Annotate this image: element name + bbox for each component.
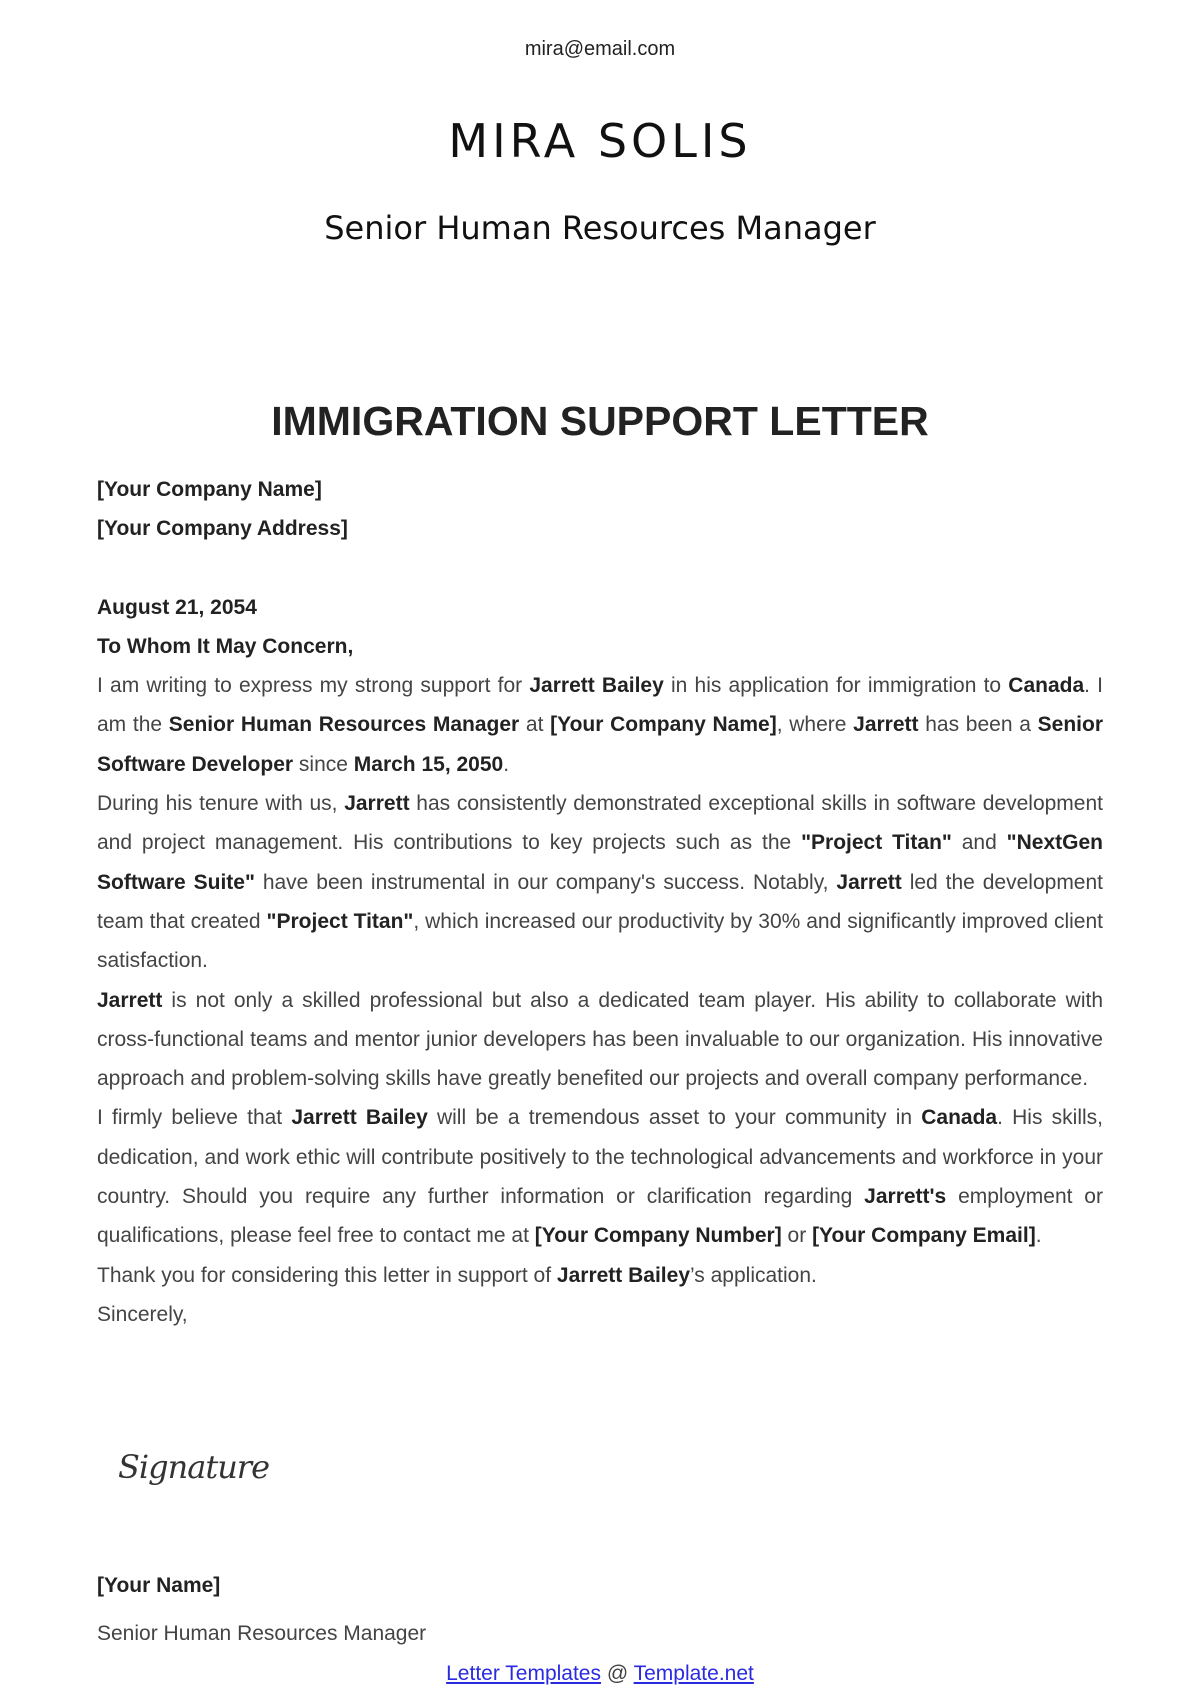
bold-text: Jarrett xyxy=(853,713,919,737)
salutation: To Whom It May Concern, xyxy=(97,634,354,658)
letter-title: IMMIGRATION SUPPORT LETTER xyxy=(271,398,929,444)
text: led the development team that created xyxy=(97,870,1104,933)
signer-role: Senior Human Resources Manager xyxy=(97,1622,427,1645)
text: employment or qualifications, please feel free to contact me at xyxy=(97,1185,1103,1248)
text: will be a tremendous asset to your community in xyxy=(427,1106,922,1130)
text: and xyxy=(951,831,1007,855)
text: . His skills, dedication, and work ethic will contribute positively to the technological advancements and workforce in your country. Should you require any further information or clarification regarding xyxy=(97,1106,1103,1209)
bold-text: "Project Titan" xyxy=(801,831,952,855)
header-name: MIRA SOLIS xyxy=(448,114,752,168)
bold-text: Jarrett xyxy=(344,792,410,816)
text: Thank you for considering this letter in support of xyxy=(97,1263,557,1287)
text: ’s application. xyxy=(690,1263,817,1287)
header-email: mira@email.com xyxy=(524,38,676,60)
bold-text: [Your Company Name] xyxy=(550,713,777,737)
text: has been a xyxy=(918,713,1038,737)
text: in his application for immigration to xyxy=(663,674,1009,698)
company-name: [Your Company Name] xyxy=(97,478,322,501)
bold-text: Jarrett xyxy=(836,870,902,894)
bold-text: Jarrett xyxy=(97,988,163,1012)
text: have been instrumental in our company's success. Notably, xyxy=(254,870,837,894)
text: . I am the xyxy=(97,674,1103,737)
bold-text: "NextGen Software Suite" xyxy=(97,831,1103,894)
signer-name: [Your Name] xyxy=(97,1574,221,1597)
text: or xyxy=(781,1224,813,1248)
text: , where xyxy=(776,713,854,737)
bold-text: Jarrett Bailey xyxy=(291,1106,428,1130)
text: since xyxy=(293,752,354,776)
text: is not only a skilled professional but also a dedicated team player. His ability to collaborate with cross-functional teams and mentor junior developers has been invaluable to our organization. His innovative approach and problem-solving skills have greatly benefited our projects and overall company performance. xyxy=(97,988,1103,1091)
text: , which increased our productivity by 30% and significantly improved client satisfaction. xyxy=(97,909,1103,973)
text: I firmly believe that xyxy=(97,1106,292,1130)
bold-text: Canada xyxy=(921,1106,998,1130)
bold-text: Senior Software Developer xyxy=(97,713,1103,776)
bold-text: Canada xyxy=(1008,674,1085,698)
bold-text: [Your Company Number] xyxy=(534,1224,782,1248)
paragraphs xyxy=(97,666,1103,1295)
text: . xyxy=(503,752,510,776)
bold-text: March 15, 2050 xyxy=(353,752,504,776)
letter-body xyxy=(97,470,1103,1334)
letter-date: August 21, 2054 xyxy=(97,595,257,619)
signature: Signature xyxy=(118,1448,270,1486)
body-paragraph xyxy=(97,1256,1103,1295)
bold-text: Jarrett Bailey xyxy=(529,674,664,698)
body-paragraph xyxy=(97,981,1103,1099)
text: During his tenure with us, xyxy=(97,792,345,816)
footer xyxy=(0,1662,1200,1686)
text: . xyxy=(1035,1224,1042,1248)
footer-separator: @ xyxy=(601,1662,634,1685)
bold-text: Jarrett's xyxy=(864,1185,947,1209)
text: at xyxy=(519,713,551,737)
text: I am writing to express my strong support for xyxy=(97,674,530,698)
company-address: [Your Company Address] xyxy=(97,517,348,541)
body-paragraph xyxy=(97,784,1103,980)
bold-text: [Your Company Email] xyxy=(812,1224,1036,1248)
text: has consistently demonstrated exceptional skills in software development and project management. His contributions to key projects such as the xyxy=(97,792,1103,855)
bold-text: "Project Titan" xyxy=(266,909,414,933)
bold-text: Jarrett Bailey xyxy=(556,1263,690,1287)
closing: Sincerely, xyxy=(97,1302,188,1326)
header-role: Senior Human Resources Manager xyxy=(324,209,876,247)
letter-templates-link[interactable]: Letter Templates xyxy=(446,1662,601,1685)
bold-text: Senior Human Resources Manager xyxy=(168,713,520,737)
body-paragraph xyxy=(97,666,1103,784)
template-net-link[interactable]: Template.net xyxy=(633,1662,754,1685)
body-paragraph xyxy=(97,1098,1103,1255)
